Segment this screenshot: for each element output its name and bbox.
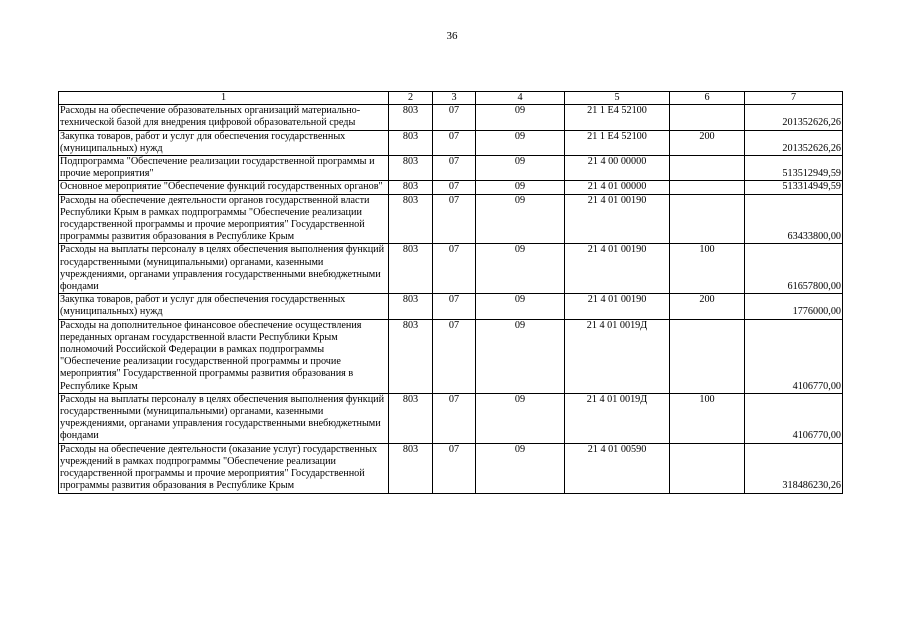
expense-name-cell: Расходы на обеспечение деятельности (оказание услуг) государственных учреждений в рамках подпрограммы "Обеспечение реализации государственной программы и прочие мероприятия" Государственной программы развития образования в Республике Крым xyxy=(59,443,389,493)
subsection-code-cell: 09 xyxy=(476,105,565,130)
page-number: 36 xyxy=(446,30,458,42)
ministry-code-cell: 803 xyxy=(389,244,433,294)
section-code-cell: 07 xyxy=(433,443,476,493)
ministry-code-cell: 803 xyxy=(389,156,433,181)
target-article-cell: 21 4 01 00590 xyxy=(565,443,670,493)
expense-name-cell: Основное мероприятие "Обеспечение функций государственных органов" xyxy=(59,181,389,194)
expense-name-cell: Расходы на выплаты персоналу в целях обеспечения выполнения функций государственными (муниципальными) органами, казенными учреждениями, органами управления государственными внебюджетными фондами xyxy=(59,244,389,294)
table-row xyxy=(59,443,843,493)
subsection-code-cell: 09 xyxy=(476,319,565,393)
target-article-cell: 21 1 E4 52100 xyxy=(565,105,670,130)
ministry-code-cell: 803 xyxy=(389,105,433,130)
table-row xyxy=(59,156,843,181)
subsection-code-cell: 09 xyxy=(476,130,565,155)
expense-type-cell: 100 xyxy=(670,244,745,294)
section-code-cell: 07 xyxy=(433,319,476,393)
table-row xyxy=(59,194,843,244)
header-cell: 5 xyxy=(565,92,670,105)
table-row xyxy=(59,393,843,443)
header-cell: 2 xyxy=(389,92,433,105)
section-code-cell: 07 xyxy=(433,130,476,155)
target-article-cell: 21 4 01 0019Д xyxy=(565,393,670,443)
expense-type-cell xyxy=(670,181,745,194)
subsection-code-cell: 09 xyxy=(476,244,565,294)
expense-name-cell: Закупка товаров, работ и услуг для обеспечения государственных (муниципальных) нужд xyxy=(59,294,389,319)
amount-cell: 201352626,26 xyxy=(745,130,843,155)
amount-cell: 1776000,00 xyxy=(745,294,843,319)
expense-name-cell: Расходы на дополнительное финансовое обеспечение осуществления переданных органам государственной власти Республики Крым полномочий Российской Федерации в рамках подпрограммы "Обеспечение реализации государственной программы и прочие мероприятия" Государственной программы развития образования в Республике Крым xyxy=(59,319,389,393)
target-article-cell: 21 1 E4 52100 xyxy=(565,130,670,155)
table-row xyxy=(59,319,843,393)
expense-name-cell: Расходы на выплаты персоналу в целях обеспечения выполнения функций государственными (муниципальными) органами, казенными учреждениями, органами управления государственными внебюджетными фондами xyxy=(59,393,389,443)
table-row xyxy=(59,105,843,130)
header-cell: 6 xyxy=(670,92,745,105)
expense-name-cell: Расходы на обеспечение образовательных организаций материально-технической базой для внедрения цифровой образовательной среды xyxy=(59,105,389,130)
section-code-cell: 07 xyxy=(433,105,476,130)
target-article-cell: 21 4 01 00190 xyxy=(565,294,670,319)
subsection-code-cell: 09 xyxy=(476,294,565,319)
table-row xyxy=(59,294,843,319)
expense-type-cell xyxy=(670,194,745,244)
subsection-code-cell: 09 xyxy=(476,393,565,443)
expense-type-cell xyxy=(670,443,745,493)
ministry-code-cell: 803 xyxy=(389,443,433,493)
section-code-cell: 07 xyxy=(433,244,476,294)
amount-cell: 513314949,59 xyxy=(745,181,843,194)
amount-cell: 4106770,00 xyxy=(745,393,843,443)
expense-type-cell xyxy=(670,105,745,130)
expense-type-cell xyxy=(670,319,745,393)
amount-cell: 513512949,59 xyxy=(745,156,843,181)
header-cell: 7 xyxy=(745,92,843,105)
section-code-cell: 07 xyxy=(433,393,476,443)
ministry-code-cell: 803 xyxy=(389,194,433,244)
subsection-code-cell: 09 xyxy=(476,194,565,244)
expense-type-cell: 100 xyxy=(670,393,745,443)
amount-cell: 318486230,26 xyxy=(745,443,843,493)
table-header-row xyxy=(59,92,843,105)
table-row xyxy=(59,244,843,294)
expense-name-cell: Подпрограмма "Обеспечение реализации государственной программы и прочие мероприятия" xyxy=(59,156,389,181)
ministry-code-cell: 803 xyxy=(389,294,433,319)
amount-cell: 61657800,00 xyxy=(745,244,843,294)
amount-cell: 201352626,26 xyxy=(745,105,843,130)
section-code-cell: 07 xyxy=(433,294,476,319)
expense-type-cell: 200 xyxy=(670,130,745,155)
amount-cell: 63433800,00 xyxy=(745,194,843,244)
ministry-code-cell: 803 xyxy=(389,130,433,155)
amount-cell: 4106770,00 xyxy=(745,319,843,393)
expense-name-cell: Расходы на обеспечение деятельности органов государственной власти Республики Крым в рамках подпрограммы "Обеспечение реализации государственной программы и прочие мероприятия" Государственной программы развития образования в Республике Крым xyxy=(59,194,389,244)
budget-table xyxy=(58,91,843,494)
section-code-cell: 07 xyxy=(433,181,476,194)
expense-type-cell: 200 xyxy=(670,294,745,319)
target-article-cell: 21 4 01 00190 xyxy=(565,244,670,294)
header-cell: 3 xyxy=(433,92,476,105)
table-row xyxy=(59,130,843,155)
table-row xyxy=(59,181,843,194)
ministry-code-cell: 803 xyxy=(389,393,433,443)
subsection-code-cell: 09 xyxy=(476,156,565,181)
target-article-cell: 21 4 01 0019Д xyxy=(565,319,670,393)
section-code-cell: 07 xyxy=(433,194,476,244)
ministry-code-cell: 803 xyxy=(389,319,433,393)
subsection-code-cell: 09 xyxy=(476,443,565,493)
target-article-cell: 21 4 00 00000 xyxy=(565,156,670,181)
section-code-cell: 07 xyxy=(433,156,476,181)
header-cell: 4 xyxy=(476,92,565,105)
target-article-cell: 21 4 01 00000 xyxy=(565,181,670,194)
expense-name-cell: Закупка товаров, работ и услуг для обеспечения государственных (муниципальных) нужд xyxy=(59,130,389,155)
target-article-cell: 21 4 01 00190 xyxy=(565,194,670,244)
header-cell: 1 xyxy=(59,92,389,105)
ministry-code-cell: 803 xyxy=(389,181,433,194)
subsection-code-cell: 09 xyxy=(476,181,565,194)
expense-type-cell xyxy=(670,156,745,181)
